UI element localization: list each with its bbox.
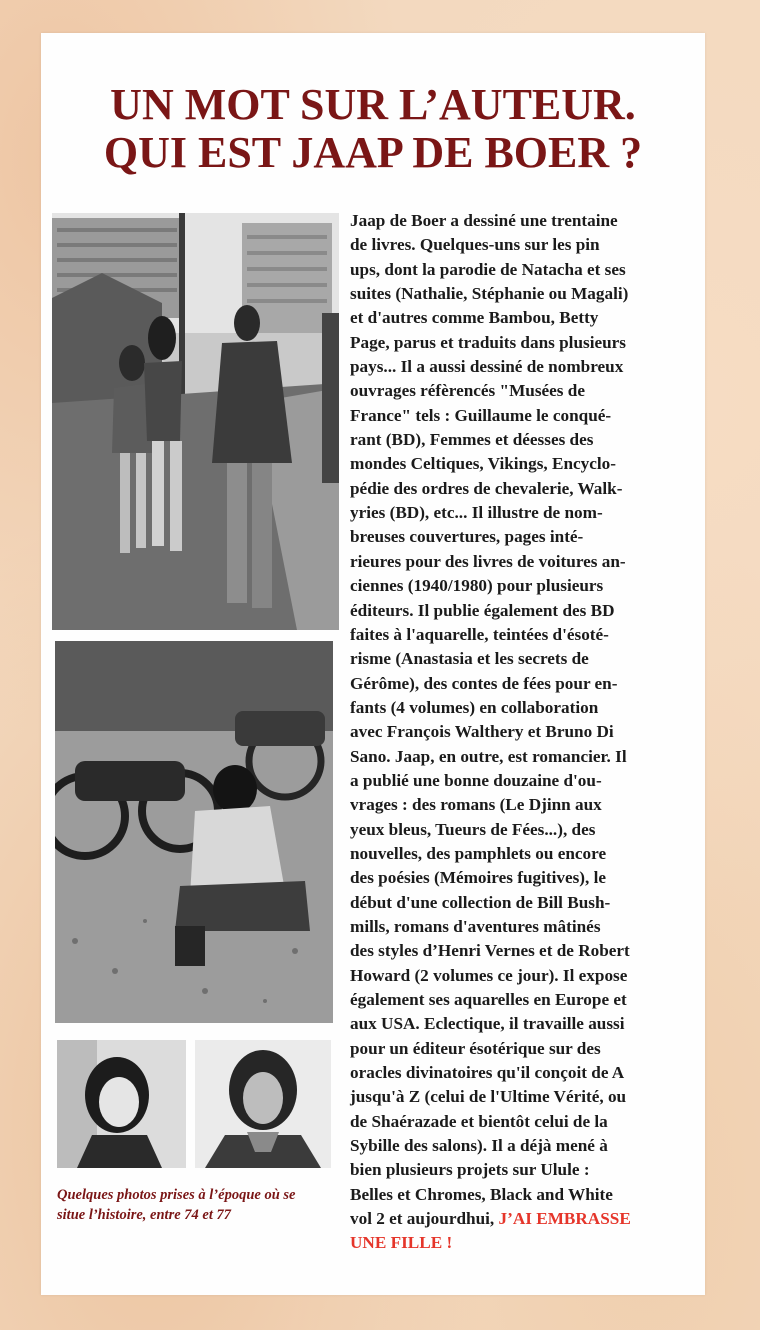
- bio-line: nouvelles, des pamphlets ou encore: [350, 843, 607, 863]
- highlight-text-1: J’AI EMBRASSE: [498, 1209, 631, 1229]
- bio-line: France" tels : Guillaume le conqué-: [350, 405, 612, 425]
- photo-caption: [57, 1185, 337, 1225]
- caption-line-1: Quelques photos prises à l’époque où se: [57, 1187, 296, 1203]
- page-title: [41, 81, 705, 177]
- bio-line: avec François Walthery et Bruno Di: [350, 722, 614, 742]
- bio-line: Belles et Chromes, Black and White: [350, 1184, 613, 1204]
- bio-line: mills, romans d'aventures mâtinés: [350, 916, 601, 936]
- bio-line: bien plusieurs projets sur Ulule :: [350, 1160, 590, 1180]
- bio-line: Page, parus et traduits dans plusieurs: [350, 332, 626, 352]
- bio-line: Gérôme), des contes de fées pour en-: [350, 673, 618, 693]
- bio-line: rant (BD), Femmes et déesses des: [350, 430, 594, 450]
- bio-line-last: vol 2 et aujourdhui,: [350, 1209, 499, 1229]
- bio-line: et d'autres comme Bambou, Betty: [350, 308, 599, 328]
- bio-line: de livres. Quelques-uns sur les pin: [350, 235, 600, 255]
- bio-line: ups, dont la parodie de Natacha et ses: [350, 259, 626, 279]
- bio-line: ouvrages réfèrencés "Musées de: [350, 381, 585, 401]
- bio-line: suites (Nathalie, Stéphanie ou Magali): [350, 284, 629, 304]
- bio-line: Sybille des salons). Il a déjà mené à: [350, 1136, 608, 1156]
- title-line-1: UN MOT SUR L’AUTEUR.: [110, 80, 636, 129]
- caption-line-2: situe l’histoire, entre 74 et 77: [57, 1207, 231, 1223]
- bio-line: éditeurs. Il publie également des BD: [350, 600, 615, 620]
- bio-line: faites à l'aquarelle, teintées d'ésoté-: [350, 624, 609, 644]
- bio-line: pour un éditeur ésotérique sur des: [350, 1038, 601, 1058]
- bio-line: oracles divinatoires qu'il conçoit de A: [350, 1063, 625, 1083]
- bio-line: mondes Celtiques, Vikings, Encyclo-: [350, 454, 616, 474]
- bio-line: aux USA. Eclectique, il travaille aussi: [350, 1014, 625, 1034]
- bio-line: yeux bleus, Tueurs de Fées...), des: [350, 819, 596, 839]
- bio-line: début d'une collection de Bill Bush-: [350, 892, 611, 912]
- bio-line: pédie des ordres de chevalerie, Walk-: [350, 478, 623, 498]
- bio-line: jusqu'à Z (celui de l'Ultime Vérité, ou: [350, 1087, 627, 1107]
- photo-street-scene: [52, 213, 339, 630]
- bio-line: Howard (2 volumes ce jour). Il expose: [350, 965, 628, 985]
- bio-line: breuses couvertures, pages inté-: [350, 527, 584, 547]
- bio-line: de Shaérazade et bientôt celui de la: [350, 1111, 608, 1131]
- bio-line: vrages : des romans (Le Djinn aux: [350, 795, 602, 815]
- bio-line: rieures pour des livres de voitures an-: [350, 551, 626, 571]
- article-card: [41, 33, 705, 1295]
- photo-portrait-right: [195, 1040, 331, 1168]
- bio-line: Jaap de Boer a dessiné une trentaine: [350, 211, 618, 230]
- photo-portrait-left: [57, 1040, 186, 1168]
- bio-line: a publié une bonne douzaine d'ou-: [350, 770, 602, 790]
- bio-line: pays... Il a aussi dessiné de nombreux: [350, 357, 624, 377]
- bio-line: risme (Anastasia et les secrets de: [350, 649, 589, 669]
- author-bio-text: [350, 209, 672, 1256]
- bio-line: ciennes (1940/1980) pour plusieurs: [350, 576, 604, 596]
- highlight-text-2: UNE FILLE !: [350, 1233, 453, 1253]
- bio-line: fants (4 volumes) en collaboration: [350, 697, 599, 717]
- photo-motorcycles: [55, 641, 333, 1023]
- bio-line: des styles d’Henri Vernes et de Robert: [350, 941, 630, 961]
- bio-line: également ses aquarelles en Europe et: [350, 990, 627, 1009]
- title-line-2: QUI EST JAAP DE BOER ?: [103, 128, 643, 177]
- bio-line: Sano. Jaap, en outre, est romancier. Il: [350, 746, 627, 766]
- bio-line: yries (BD), etc... Il illustre de nom-: [350, 503, 603, 523]
- bio-line: des poésies (Mémoires fugitives), le: [350, 868, 607, 888]
